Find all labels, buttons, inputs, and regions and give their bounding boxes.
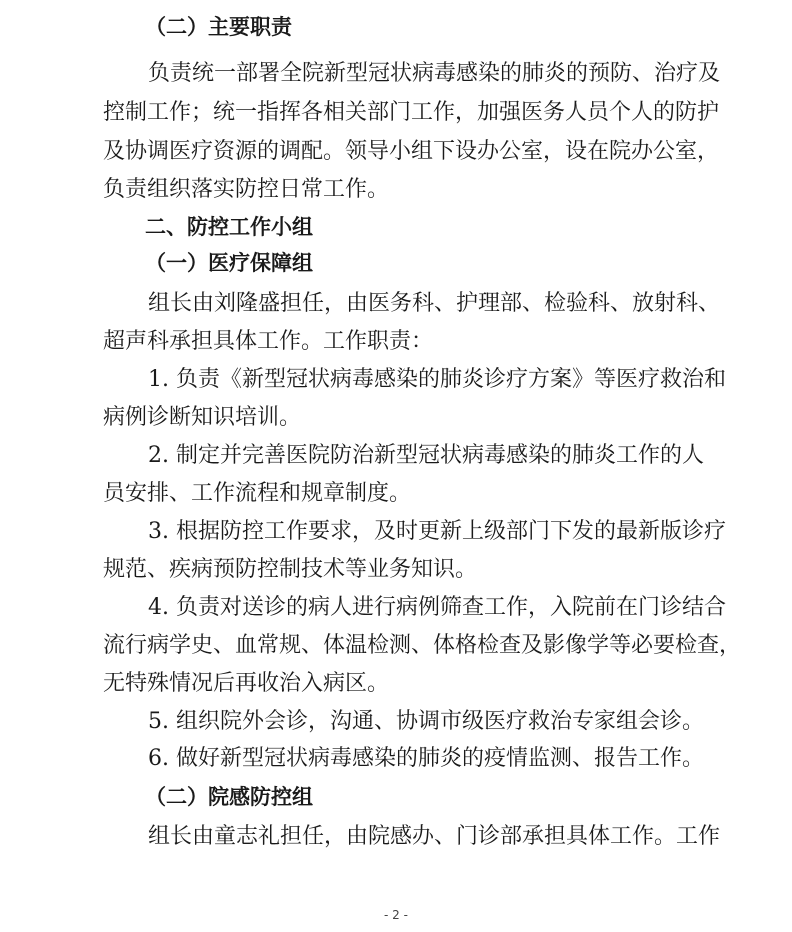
list-item-4-cont: 无特殊情况后再收治入病区。 bbox=[103, 671, 390, 696]
paragraph-line: 组长由刘隆盛担任，由医务科、护理部、检验科、放射科、 bbox=[148, 291, 721, 316]
page-number: - 2 - bbox=[384, 908, 408, 922]
paragraph-line: 负责组织落实防控日常工作。 bbox=[103, 177, 390, 202]
list-item-5: 5. 组织院外会诊，沟通、协调市级医疗救治专家组会诊。 bbox=[148, 709, 704, 734]
list-item-2: 2. 制定并完善医院防治新型冠状病毒感染的肺炎工作的人 bbox=[148, 443, 704, 468]
section-heading-working-groups: 二、防控工作小组 bbox=[145, 215, 313, 239]
section-heading-infection-control-group: （二）院感防控组 bbox=[145, 785, 313, 809]
list-item-6: 6. 做好新型冠状病毒感染的肺炎的疫情监测、报告工作。 bbox=[148, 746, 704, 771]
list-item-2-cont: 员安排、工作流程和规章制度。 bbox=[103, 481, 412, 506]
paragraph-line: 超声科承担具体工作。工作职责： bbox=[103, 329, 434, 354]
paragraph-line: 控制工作；统一指挥各相关部门工作，加强医务人员个人的防护 bbox=[103, 100, 720, 125]
list-item-4: 4. 负责对送诊的病人进行病例筛查工作，入院前在门诊结合 bbox=[148, 595, 726, 620]
list-item-3-cont: 规范、疾病预防控制技术等业务知识。 bbox=[103, 557, 478, 582]
list-item-1-cont: 病例诊断知识培训。 bbox=[103, 405, 302, 430]
paragraph-line: 组长由童志礼担任，由院感办、门诊部承担具体工作。工作 bbox=[148, 824, 721, 849]
section-heading-medical-group: （一）医疗保障组 bbox=[145, 251, 313, 275]
paragraph-line: 及协调医疗资源的调配。领导小组下设办公室，设在院办公室， bbox=[103, 139, 720, 164]
section-heading-main-duties: （二）主要职责 bbox=[145, 15, 292, 39]
paragraph-line: 负责统一部署全院新型冠状病毒感染的肺炎的预防、治疗及 bbox=[148, 61, 721, 86]
list-item-3: 3. 根据防控工作要求，及时更新上级部门下发的最新版诊疗 bbox=[148, 519, 726, 544]
list-item-1: 1. 负责《新型冠状病毒感染的肺炎诊疗方案》等医疗救治和 bbox=[148, 367, 726, 392]
list-item-4-cont: 流行病学史、血常规、体温检测、体格检查及影像学等必要检查， bbox=[103, 633, 742, 658]
